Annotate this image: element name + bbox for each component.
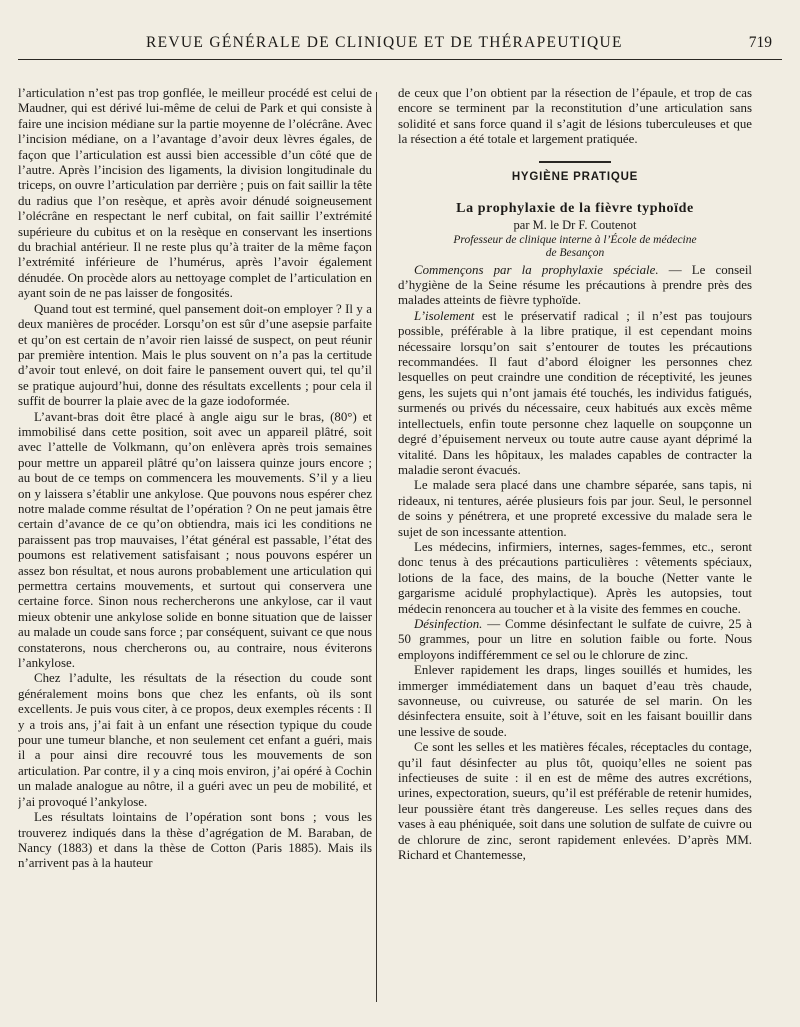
article-title: La prophylaxie de la fièvre typhoïde: [456, 200, 694, 216]
paragraph: Les médecins, infirmiers, internes, sages-femmes, etc., seront donc tenus à des précautions particulières : vêtements spéciaux, lotions de la face, des mains, de la bouche (Netter vante le gargarisme acidulé prophylactique). Après les autopsies, tout médecin renoncera au toucher et à la visite des femmes en couche.: [398, 539, 752, 616]
column-divider: [376, 92, 377, 1002]
section-rule: [539, 161, 611, 163]
paragraph-lead: L’isolement: [414, 308, 475, 323]
paragraph: [398, 617, 752, 663]
paragraph-body: est le préservatif radical ; il n’est pas toujours possible, préférable à la libre pratique, il est cependant moins nécessaire lorsqu’on sait s’entourer de toutes les précautions recommandées. Il faut d’abord éloigner les personnes chez lesquelles on peut craindre une condition de réceptivité, les jeunes gens, les sujets qui n’ont jamais été touchés, les individus fatigués, surmenés ou privés du nécessaire, ceux habitués aux excès même intellectuels, enfin toute personne chez laquelle on soupçonne un degré d’épuisement nerveux ou toute autre cause ayant déprimé la vitalité. Dans les hôpitaux, les malades capables de contracter la maladie seront évacués.: [398, 308, 752, 477]
affiliation-line: Professeur de clinique interne à l’École de médecine: [453, 233, 697, 246]
paragraph: l’articulation n’est pas trop gonflée, le meilleur procédé est celui de Maudner, qui est dérivé lui-même de celui de Park et qui consiste à faire une incision médiane sur la partie moyenne de l’olécrâne. Avec l’incision médiane, on a l’avantage d’avoir deux lèvres égales, de façon que l’articulation est aussi bien accessible d’un côté que de l’autre. Après l’incision des ligaments, la division longitudinale du triceps, on ouvre l’articulation par derrière ; puis on fait saillir la tête du radius que l’on resèque, et après avoir dénudé soigneusement l’olécrâne en respectant le nerf cubital, on fait saillir l’extrémité supérieure du cubitus et on la resèque en conservant les insertions du brachial antérieur. Il ne reste plus qu’à traiter de la même façon l’extrémité inférieure de l’humérus, après l’avoir également dénudée. On procède alors au nettoyage complet de l’articulation en ayant soin de ne pas laisser de fongosités.: [18, 86, 372, 301]
header-rule: [18, 59, 782, 60]
page-number: 719: [748, 34, 772, 51]
paragraph: de ceux que l’on obtient par la résection de l’épaule, et trop de cas encore se terminent par la reconstitution d’une articulation sans solidité et sans force quand il s’agit de lésions tuberculeuses et que la résection a été totale et largement pratiquée.: [398, 86, 752, 147]
paragraph: L’avant-bras doit être placé à angle aigu sur le bras, (80°) et immobilisé dans cette position, soit avec un appareil plâtré, soit avec l’attelle de Volkmann, qu’on enlèvera après trois semaines pour mettre un appareil plâtré qu’on laissera quinze jours encore ; au bout de ce temps on commencera les mouvements. S’il y a lieu on y laissera s’établir une ankylose. Que pouvons nous espérer chez notre malade comme résultat de l’opération ? On ne peut jamais être certain d’avance de ce qu’on obtiendra, mais ici les conditions ne paraissent pas trop mauvaises, l’état général est passable, l’état des poumons est relativement satisfaisant ; nous pouvons espérer un assez bon résultat, et nous aurons probablement une articulation qui permettra certains mouvements, et surtout qui conservera une certaine force. Sinon nous rechercherons une ankylose, car il vaut mieux obtenir une ankylose solide en bonne situation que de laisser au malade un coude sans force ; par conséquent, suivant ce que nous constaterons, nous chercherons ou, au contraire, nous éviterons l’ankylose.: [18, 409, 372, 671]
paragraph-body: — Le conseil d’hygiène de la Seine résume les précautions à prendre près des malades atteints de fièvre typhoïde.: [398, 262, 752, 308]
paragraph-lead: Désinfection.: [414, 616, 483, 631]
paragraph-lead: Commençons par la prophylaxie spéciale.: [414, 262, 659, 277]
running-header: [18, 30, 782, 60]
paragraph: Les résultats lointains de l’opération sont bons ; vous les trouverez indiqués dans la thèse d’agrégation de M. Baraban, de Nancy (1883) et dans la thèse de Cotton (Paris 1885). Mais ils n’arrivent pas à la hauteur: [18, 810, 372, 871]
paragraph: Quand tout est terminé, quel pansement doit-on employer ? Il y a deux manières de procéder. Lorsqu’on est sûr d’une asepsie parfaite et qu’on est certain de n’avoir rien laissé de suspect, on peut réunir par première intention. Mais le plus souvent on n’a pas la certitude d’avoir tout enlevé, on doit faire le pansement ouvert qui, tel qu’il se pratique aujourd’hui, donne des résultats excellents ; pour cela il suffit de bourrer la plaie avec de la gaze iodoformée.: [18, 301, 372, 409]
paragraph: Ce sont les selles et les matières fécales, réceptacles du contage, qu’il faut désinfecter au plus tôt, quoiqu’elles ne soient pas infectieuses de suite : il en est de même des autres excrétions, urines, expectoration, sueurs, qu’il est préférable de retenir humides, leur poussière étant très dangereuse. Les selles reçues dans des vases à eau phéniquée, soit dans une solution de sulfate de cuivre ou de chlorure de zinc, seront rapidement enlevées. D’après MM. Richard et Chantemesse,: [398, 740, 752, 863]
left-column: [18, 86, 372, 1008]
article-byline: par M. le Dr F. Coutenot: [513, 217, 637, 232]
running-title: REVUE GÉNÉRALE DE CLINIQUE ET DE THÉRAPEUTIQUE: [146, 34, 623, 51]
right-column: [398, 86, 752, 1008]
author-affiliation: [398, 234, 752, 261]
paragraph-body: — Comme désinfectant le sulfate de cuivre, 25 à 50 grammes, pour un litre en solution faible ou forte. Nous employons indifféremment ce sel ou le chlorure de zinc.: [398, 616, 752, 662]
paragraph: Chez l’adulte, les résultats de la résection du coude sont généralement moins bons que chez les enfants, où ils sont excellents. Je puis vous citer, à ce propos, deux exemples récents : Il y a trois ans, j’ai fait à un enfant une résection typique du coude pour une tumeur blanche, et non seulement cet enfant a guéri, mais il a pour ainsi dire recouvré tous les mouvements de son articulation. Par contre, il y a cinq mois environ, j’ai opéré à Cochin un malade analogue au nôtre, il a guéri avec un peu de mobilité, et j’ai provoqué l’ankylose.: [18, 671, 372, 809]
affiliation-line: de Besançon: [545, 247, 605, 260]
paragraph: Enlever rapidement les draps, linges souillés et humides, les immerger immédiatement dans un baquet d’eau très chaude, savonneuse, ou cuivreuse, ou saturée de sel marin. On les désinfectera ensuite, soit à l’étuve, soit en les faisant bouillir dans une lessive de soude.: [398, 663, 752, 739]
section-title: HYGIÈNE PRATIQUE: [511, 170, 639, 183]
paragraph: [398, 309, 752, 478]
paragraph: [398, 263, 752, 309]
paragraph: Le malade sera placé dans une chambre séparée, sans tapis, ni rideaux, ni tentures, aérée plusieurs fois par jour. Seul, le personnel de soins y pénétrera, et une propreté excessive du malade sera le sujet de son incessante attention.: [398, 478, 752, 539]
